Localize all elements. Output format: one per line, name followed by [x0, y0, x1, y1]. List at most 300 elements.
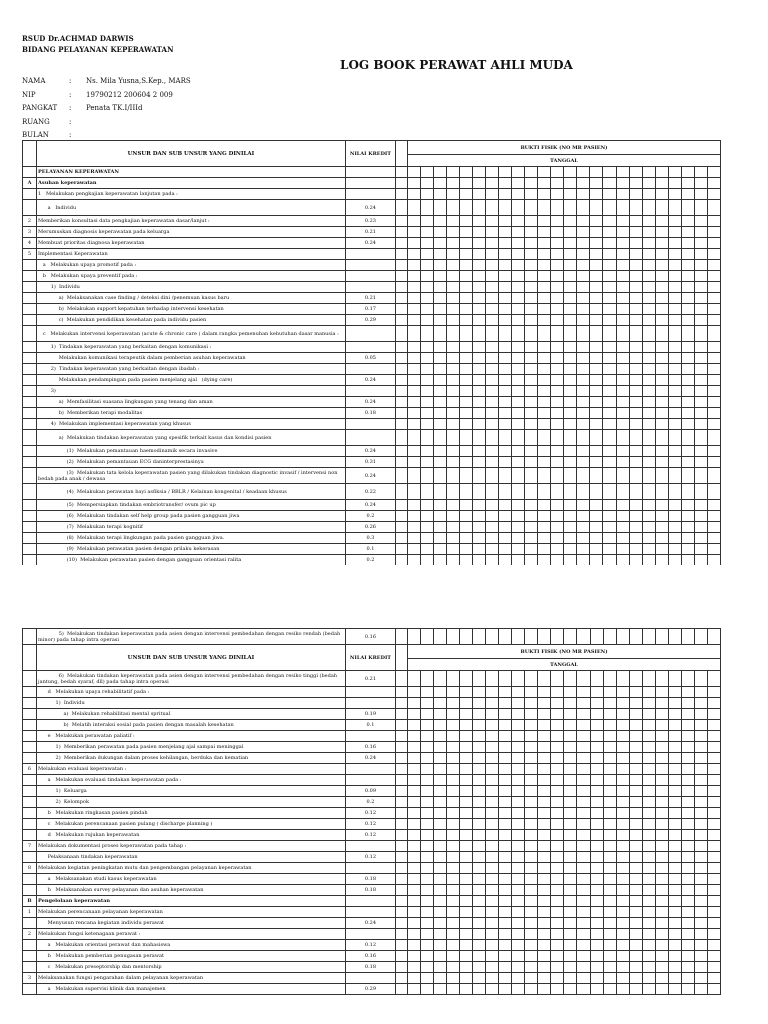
date-cell[interactable]	[551, 973, 564, 984]
date-cell[interactable]	[681, 315, 694, 326]
date-cell[interactable]	[447, 629, 460, 645]
date-cell[interactable]	[434, 797, 447, 808]
date-cell[interactable]	[486, 852, 499, 863]
date-cell[interactable]	[603, 293, 616, 304]
date-cell[interactable]	[538, 167, 551, 178]
date-cell[interactable]	[538, 304, 551, 315]
date-cell[interactable]	[629, 282, 642, 293]
date-cell[interactable]	[499, 775, 512, 786]
date-cell[interactable]	[616, 874, 629, 885]
date-cell[interactable]	[564, 555, 577, 566]
date-cell[interactable]	[551, 397, 564, 408]
date-cell[interactable]	[629, 720, 642, 731]
date-cell[interactable]	[408, 775, 421, 786]
date-cell[interactable]	[590, 304, 603, 315]
date-cell[interactable]	[616, 671, 629, 687]
date-cell[interactable]	[486, 353, 499, 364]
date-cell[interactable]	[408, 671, 421, 687]
date-cell[interactable]	[551, 468, 564, 484]
date-cell[interactable]	[590, 852, 603, 863]
date-cell[interactable]	[473, 830, 486, 841]
date-cell[interactable]	[577, 189, 590, 200]
date-cell[interactable]	[642, 484, 655, 500]
date-cell[interactable]	[577, 962, 590, 973]
date-cell[interactable]	[512, 984, 525, 995]
date-cell[interactable]	[655, 753, 668, 764]
date-cell[interactable]	[538, 885, 551, 896]
date-cell[interactable]	[486, 533, 499, 544]
date-cell[interactable]	[642, 419, 655, 430]
date-cell[interactable]	[564, 457, 577, 468]
date-cell[interactable]	[538, 375, 551, 386]
date-cell[interactable]	[564, 227, 577, 238]
date-cell[interactable]	[460, 629, 473, 645]
date-cell[interactable]	[577, 786, 590, 797]
date-cell[interactable]	[499, 200, 512, 216]
date-cell[interactable]	[668, 896, 681, 907]
date-cell[interactable]	[694, 533, 707, 544]
date-cell[interactable]	[668, 671, 681, 687]
date-cell[interactable]	[577, 249, 590, 260]
date-cell[interactable]	[551, 282, 564, 293]
date-cell[interactable]	[681, 468, 694, 484]
date-cell[interactable]	[577, 342, 590, 353]
date-cell[interactable]	[668, 973, 681, 984]
date-cell[interactable]	[499, 852, 512, 863]
date-cell[interactable]	[408, 364, 421, 375]
date-cell[interactable]	[421, 189, 434, 200]
date-cell[interactable]	[590, 364, 603, 375]
date-cell[interactable]	[408, 786, 421, 797]
date-cell[interactable]	[408, 629, 421, 645]
date-cell[interactable]	[538, 260, 551, 271]
date-cell[interactable]	[525, 430, 538, 446]
date-cell[interactable]	[590, 819, 603, 830]
date-cell[interactable]	[408, 720, 421, 731]
date-cell[interactable]	[421, 304, 434, 315]
date-cell[interactable]	[538, 863, 551, 874]
date-cell[interactable]	[525, 544, 538, 555]
date-cell[interactable]	[499, 326, 512, 342]
date-cell[interactable]	[512, 940, 525, 951]
date-cell[interactable]	[564, 238, 577, 249]
date-cell[interactable]	[525, 885, 538, 896]
date-cell[interactable]	[499, 238, 512, 249]
date-cell[interactable]	[590, 408, 603, 419]
date-cell[interactable]	[603, 808, 616, 819]
date-cell[interactable]	[473, 326, 486, 342]
date-cell[interactable]	[434, 753, 447, 764]
date-cell[interactable]	[538, 511, 551, 522]
date-cell[interactable]	[642, 189, 655, 200]
date-cell[interactable]	[460, 397, 473, 408]
date-cell[interactable]	[681, 671, 694, 687]
date-cell[interactable]	[525, 500, 538, 511]
date-cell[interactable]	[447, 874, 460, 885]
date-cell[interactable]	[499, 408, 512, 419]
date-cell[interactable]	[642, 315, 655, 326]
date-cell[interactable]	[681, 687, 694, 698]
date-cell[interactable]	[499, 216, 512, 227]
date-cell[interactable]	[447, 918, 460, 929]
date-cell[interactable]	[499, 457, 512, 468]
date-cell[interactable]	[525, 189, 538, 200]
date-cell[interactable]	[408, 446, 421, 457]
date-cell[interactable]	[408, 178, 421, 189]
date-cell[interactable]	[681, 819, 694, 830]
date-cell[interactable]	[473, 962, 486, 973]
date-cell[interactable]	[538, 544, 551, 555]
date-cell[interactable]	[668, 819, 681, 830]
date-cell[interactable]	[707, 260, 720, 271]
date-cell[interactable]	[707, 929, 720, 940]
date-cell[interactable]	[486, 951, 499, 962]
date-cell[interactable]	[551, 419, 564, 430]
date-cell[interactable]	[460, 544, 473, 555]
date-cell[interactable]	[642, 984, 655, 995]
date-cell[interactable]	[551, 484, 564, 500]
date-cell[interactable]	[434, 200, 447, 216]
date-cell[interactable]	[694, 468, 707, 484]
date-cell[interactable]	[603, 973, 616, 984]
date-cell[interactable]	[603, 984, 616, 995]
date-cell[interactable]	[603, 364, 616, 375]
date-cell[interactable]	[603, 775, 616, 786]
date-cell[interactable]	[616, 522, 629, 533]
date-cell[interactable]	[629, 819, 642, 830]
date-cell[interactable]	[434, 353, 447, 364]
date-cell[interactable]	[707, 896, 720, 907]
date-cell[interactable]	[564, 375, 577, 386]
date-cell[interactable]	[564, 852, 577, 863]
date-cell[interactable]	[655, 698, 668, 709]
date-cell[interactable]	[460, 819, 473, 830]
date-cell[interactable]	[447, 408, 460, 419]
date-cell[interactable]	[668, 167, 681, 178]
date-cell[interactable]	[538, 408, 551, 419]
date-cell[interactable]	[525, 671, 538, 687]
date-cell[interactable]	[655, 249, 668, 260]
date-cell[interactable]	[590, 342, 603, 353]
date-cell[interactable]	[564, 315, 577, 326]
date-cell[interactable]	[694, 885, 707, 896]
date-cell[interactable]	[460, 896, 473, 907]
date-cell[interactable]	[538, 896, 551, 907]
date-cell[interactable]	[655, 397, 668, 408]
date-cell[interactable]	[629, 671, 642, 687]
date-cell[interactable]	[525, 962, 538, 973]
date-cell[interactable]	[564, 364, 577, 375]
date-cell[interactable]	[499, 533, 512, 544]
date-cell[interactable]	[473, 629, 486, 645]
date-cell[interactable]	[681, 896, 694, 907]
date-cell[interactable]	[486, 500, 499, 511]
date-cell[interactable]	[681, 629, 694, 645]
date-cell[interactable]	[616, 808, 629, 819]
date-cell[interactable]	[564, 797, 577, 808]
date-cell[interactable]	[434, 271, 447, 282]
date-cell[interactable]	[460, 852, 473, 863]
date-cell[interactable]	[434, 709, 447, 720]
date-cell[interactable]	[707, 167, 720, 178]
date-cell[interactable]	[434, 364, 447, 375]
date-cell[interactable]	[421, 200, 434, 216]
date-cell[interactable]	[473, 984, 486, 995]
date-cell[interactable]	[551, 304, 564, 315]
date-cell[interactable]	[473, 189, 486, 200]
date-cell[interactable]	[499, 555, 512, 566]
date-cell[interactable]	[668, 951, 681, 962]
date-cell[interactable]	[434, 687, 447, 698]
date-cell[interactable]	[564, 397, 577, 408]
date-cell[interactable]	[460, 841, 473, 852]
date-cell[interactable]	[590, 742, 603, 753]
date-cell[interactable]	[538, 533, 551, 544]
date-cell[interactable]	[564, 293, 577, 304]
date-cell[interactable]	[629, 742, 642, 753]
date-cell[interactable]	[486, 819, 499, 830]
date-cell[interactable]	[590, 386, 603, 397]
date-cell[interactable]	[473, 896, 486, 907]
date-cell[interactable]	[473, 720, 486, 731]
date-cell[interactable]	[421, 709, 434, 720]
date-cell[interactable]	[603, 353, 616, 364]
date-cell[interactable]	[655, 907, 668, 918]
date-cell[interactable]	[512, 874, 525, 885]
date-cell[interactable]	[590, 522, 603, 533]
date-cell[interactable]	[473, 753, 486, 764]
date-cell[interactable]	[460, 457, 473, 468]
date-cell[interactable]	[486, 973, 499, 984]
date-cell[interactable]	[551, 430, 564, 446]
date-cell[interactable]	[408, 419, 421, 430]
date-cell[interactable]	[616, 555, 629, 566]
date-cell[interactable]	[616, 973, 629, 984]
date-cell[interactable]	[551, 189, 564, 200]
date-cell[interactable]	[538, 227, 551, 238]
date-cell[interactable]	[655, 918, 668, 929]
date-cell[interactable]	[460, 260, 473, 271]
date-cell[interactable]	[694, 687, 707, 698]
date-cell[interactable]	[512, 533, 525, 544]
date-cell[interactable]	[512, 408, 525, 419]
date-cell[interactable]	[668, 687, 681, 698]
date-cell[interactable]	[421, 984, 434, 995]
date-cell[interactable]	[642, 951, 655, 962]
date-cell[interactable]	[460, 962, 473, 973]
date-cell[interactable]	[512, 797, 525, 808]
date-cell[interactable]	[434, 408, 447, 419]
date-cell[interactable]	[499, 249, 512, 260]
date-cell[interactable]	[707, 189, 720, 200]
date-cell[interactable]	[642, 687, 655, 698]
date-cell[interactable]	[486, 342, 499, 353]
date-cell[interactable]	[629, 544, 642, 555]
date-cell[interactable]	[434, 852, 447, 863]
date-cell[interactable]	[681, 731, 694, 742]
date-cell[interactable]	[616, 326, 629, 342]
date-cell[interactable]	[460, 484, 473, 500]
date-cell[interactable]	[447, 940, 460, 951]
date-cell[interactable]	[655, 200, 668, 216]
date-cell[interactable]	[538, 671, 551, 687]
date-cell[interactable]	[525, 457, 538, 468]
date-cell[interactable]	[512, 446, 525, 457]
date-cell[interactable]	[486, 293, 499, 304]
date-cell[interactable]	[694, 896, 707, 907]
date-cell[interactable]	[551, 457, 564, 468]
date-cell[interactable]	[460, 797, 473, 808]
date-cell[interactable]	[525, 271, 538, 282]
date-cell[interactable]	[486, 178, 499, 189]
date-cell[interactable]	[564, 282, 577, 293]
date-cell[interactable]	[460, 386, 473, 397]
date-cell[interactable]	[642, 973, 655, 984]
date-cell[interactable]	[473, 353, 486, 364]
date-cell[interactable]	[447, 808, 460, 819]
date-cell[interactable]	[681, 260, 694, 271]
date-cell[interactable]	[590, 984, 603, 995]
date-cell[interactable]	[694, 808, 707, 819]
date-cell[interactable]	[629, 896, 642, 907]
date-cell[interactable]	[668, 533, 681, 544]
date-cell[interactable]	[564, 940, 577, 951]
date-cell[interactable]	[421, 973, 434, 984]
date-cell[interactable]	[486, 896, 499, 907]
date-cell[interactable]	[681, 227, 694, 238]
date-cell[interactable]	[668, 304, 681, 315]
date-cell[interactable]	[694, 430, 707, 446]
date-cell[interactable]	[525, 353, 538, 364]
date-cell[interactable]	[447, 260, 460, 271]
date-cell[interactable]	[707, 940, 720, 951]
date-cell[interactable]	[434, 940, 447, 951]
date-cell[interactable]	[642, 271, 655, 282]
date-cell[interactable]	[512, 544, 525, 555]
date-cell[interactable]	[408, 918, 421, 929]
date-cell[interactable]	[616, 271, 629, 282]
date-cell[interactable]	[681, 885, 694, 896]
date-cell[interactable]	[525, 896, 538, 907]
date-cell[interactable]	[655, 238, 668, 249]
date-cell[interactable]	[460, 687, 473, 698]
date-cell[interactable]	[408, 764, 421, 775]
date-cell[interactable]	[473, 238, 486, 249]
date-cell[interactable]	[538, 962, 551, 973]
date-cell[interactable]	[577, 841, 590, 852]
date-cell[interactable]	[564, 742, 577, 753]
date-cell[interactable]	[590, 293, 603, 304]
date-cell[interactable]	[707, 742, 720, 753]
date-cell[interactable]	[629, 315, 642, 326]
date-cell[interactable]	[460, 885, 473, 896]
date-cell[interactable]	[577, 698, 590, 709]
date-cell[interactable]	[408, 907, 421, 918]
date-cell[interactable]	[694, 271, 707, 282]
date-cell[interactable]	[707, 282, 720, 293]
date-cell[interactable]	[642, 200, 655, 216]
date-cell[interactable]	[512, 419, 525, 430]
date-cell[interactable]	[694, 342, 707, 353]
date-cell[interactable]	[525, 918, 538, 929]
date-cell[interactable]	[512, 808, 525, 819]
date-cell[interactable]	[681, 238, 694, 249]
date-cell[interactable]	[668, 709, 681, 720]
date-cell[interactable]	[707, 973, 720, 984]
date-cell[interactable]	[421, 249, 434, 260]
date-cell[interactable]	[577, 973, 590, 984]
date-cell[interactable]	[525, 167, 538, 178]
date-cell[interactable]	[642, 430, 655, 446]
date-cell[interactable]	[694, 709, 707, 720]
date-cell[interactable]	[525, 216, 538, 227]
date-cell[interactable]	[421, 929, 434, 940]
date-cell[interactable]	[564, 533, 577, 544]
date-cell[interactable]	[460, 555, 473, 566]
date-cell[interactable]	[408, 863, 421, 874]
date-cell[interactable]	[434, 238, 447, 249]
date-cell[interactable]	[616, 227, 629, 238]
date-cell[interactable]	[694, 457, 707, 468]
date-cell[interactable]	[551, 841, 564, 852]
date-cell[interactable]	[694, 326, 707, 342]
date-cell[interactable]	[655, 167, 668, 178]
date-cell[interactable]	[499, 178, 512, 189]
date-cell[interactable]	[694, 397, 707, 408]
date-cell[interactable]	[551, 671, 564, 687]
date-cell[interactable]	[408, 841, 421, 852]
date-cell[interactable]	[694, 819, 707, 830]
date-cell[interactable]	[421, 386, 434, 397]
date-cell[interactable]	[577, 484, 590, 500]
date-cell[interactable]	[408, 315, 421, 326]
date-cell[interactable]	[564, 962, 577, 973]
date-cell[interactable]	[629, 940, 642, 951]
date-cell[interactable]	[551, 951, 564, 962]
date-cell[interactable]	[629, 522, 642, 533]
date-cell[interactable]	[525, 260, 538, 271]
date-cell[interactable]	[538, 698, 551, 709]
date-cell[interactable]	[525, 753, 538, 764]
date-cell[interactable]	[421, 896, 434, 907]
date-cell[interactable]	[629, 555, 642, 566]
date-cell[interactable]	[538, 484, 551, 500]
date-cell[interactable]	[616, 984, 629, 995]
date-cell[interactable]	[421, 364, 434, 375]
date-cell[interactable]	[408, 189, 421, 200]
date-cell[interactable]	[629, 830, 642, 841]
date-cell[interactable]	[434, 430, 447, 446]
date-cell[interactable]	[590, 397, 603, 408]
date-cell[interactable]	[629, 446, 642, 457]
date-cell[interactable]	[499, 342, 512, 353]
date-cell[interactable]	[707, 249, 720, 260]
date-cell[interactable]	[512, 863, 525, 874]
date-cell[interactable]	[616, 775, 629, 786]
date-cell[interactable]	[707, 764, 720, 775]
date-cell[interactable]	[577, 896, 590, 907]
date-cell[interactable]	[538, 326, 551, 342]
date-cell[interactable]	[655, 951, 668, 962]
date-cell[interactable]	[577, 408, 590, 419]
date-cell[interactable]	[629, 326, 642, 342]
date-cell[interactable]	[590, 315, 603, 326]
date-cell[interactable]	[499, 430, 512, 446]
date-cell[interactable]	[642, 775, 655, 786]
date-cell[interactable]	[460, 430, 473, 446]
date-cell[interactable]	[616, 629, 629, 645]
date-cell[interactable]	[538, 249, 551, 260]
